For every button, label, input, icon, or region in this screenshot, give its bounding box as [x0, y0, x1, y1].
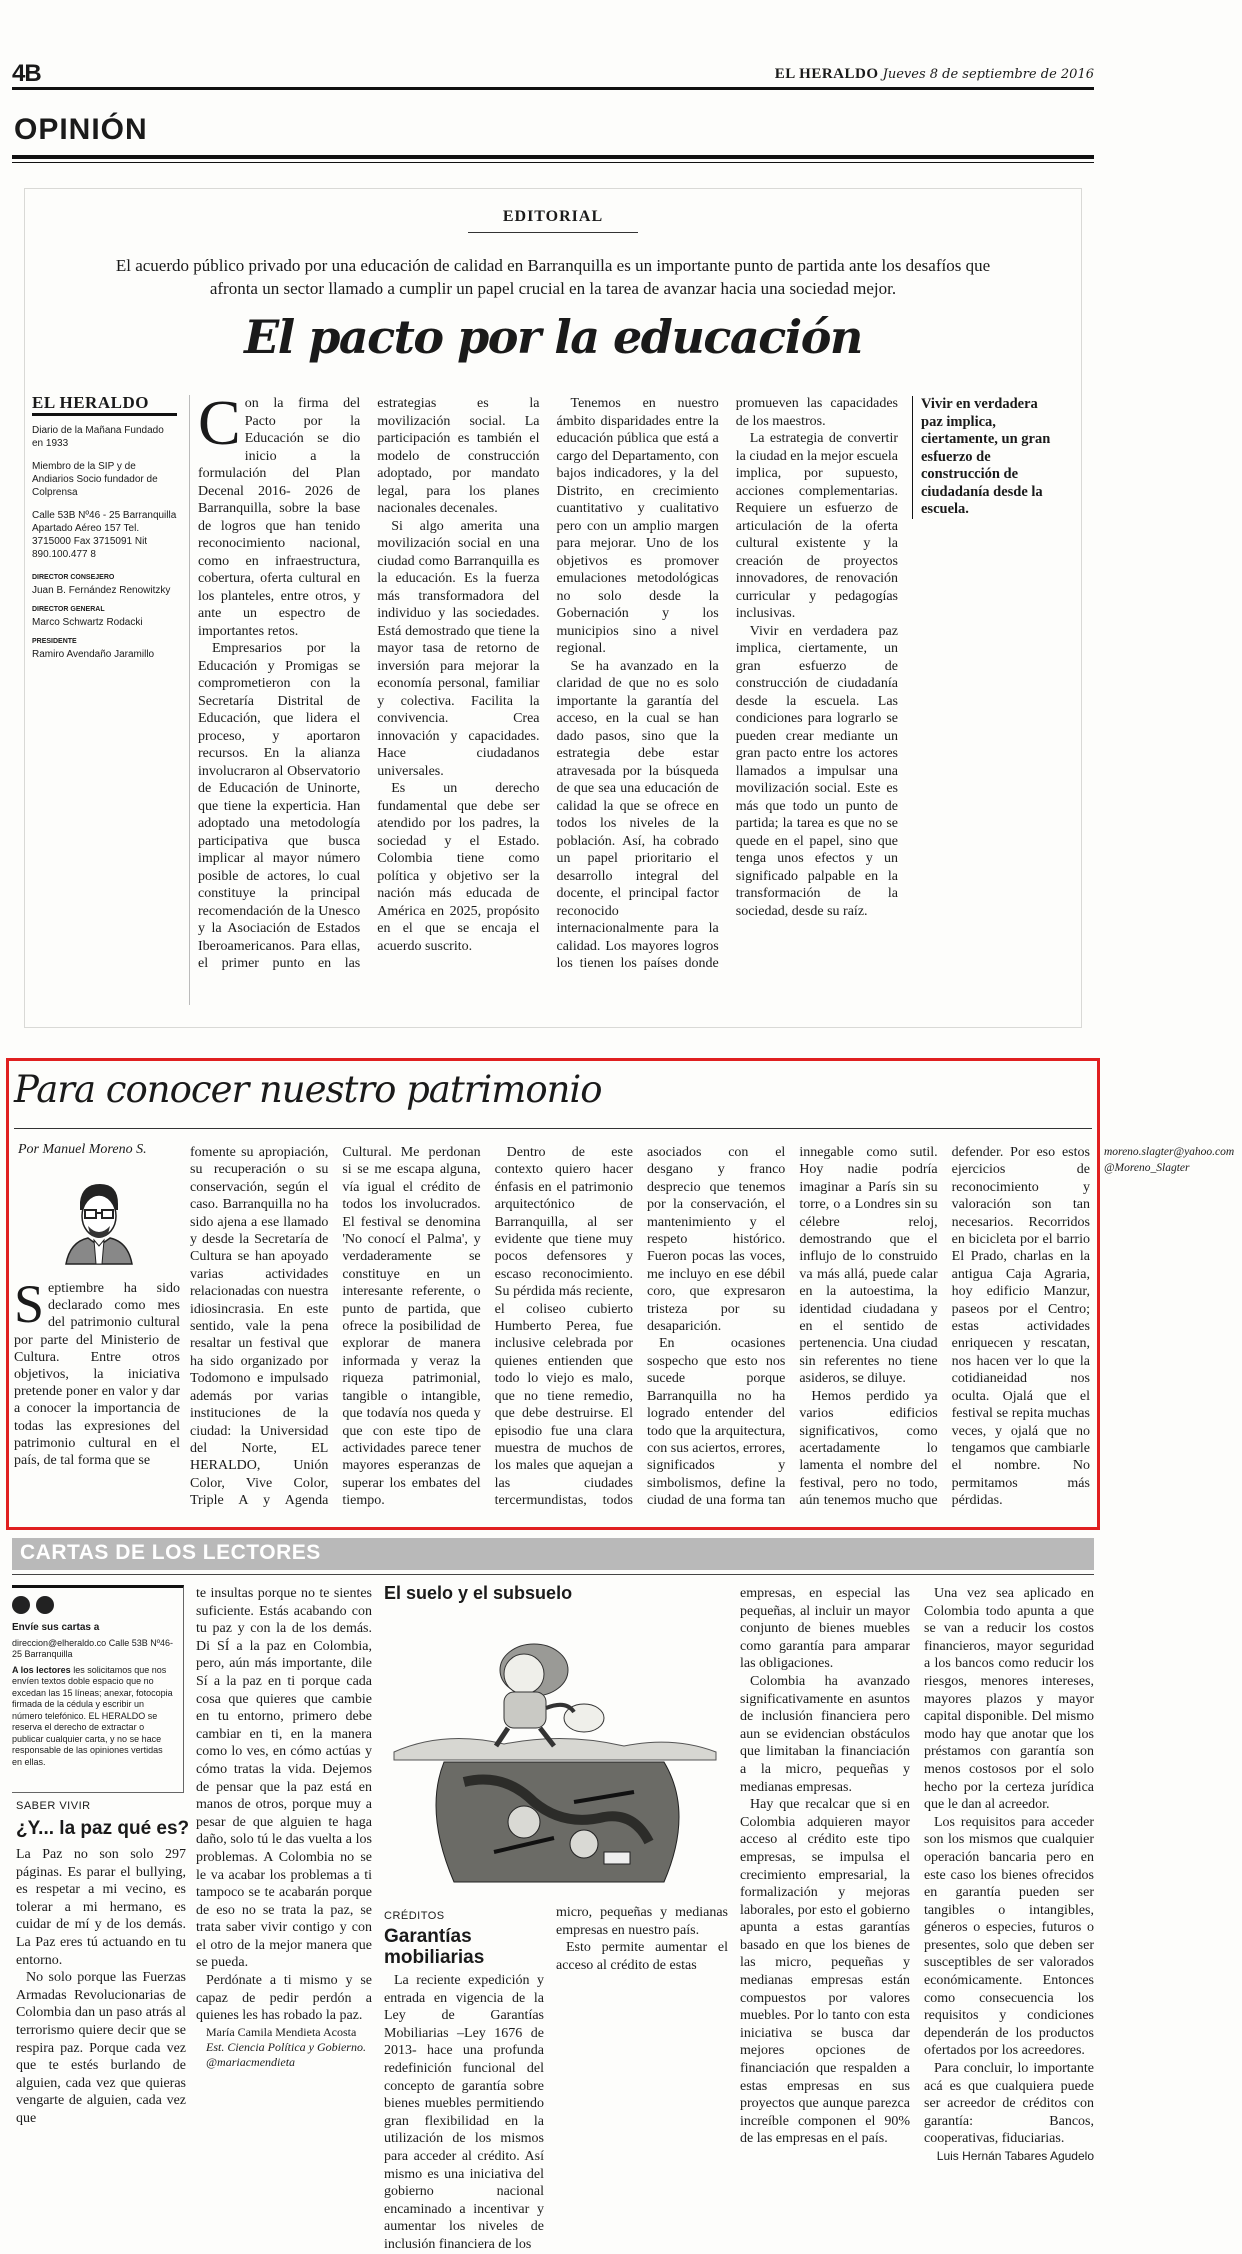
column-paragraph: En ocasiones sospecho que esto nos sucede porque Barranquilla no ha logrado entender del todo que la arquitectura, con sus aciertos, errores, significados y simbolismos, define la ciudad de una forma tan innegable como sutil. Hoy nadie podría imaginar a París sin su torre, o a Londres sin su célebre reloj, demostrando que el influjo de lo construido va más allá, puede calar en la autoestima, la identidad ciudadana y en el sentido de pertenencia. Una ciudad sin referentes no tiene asideros, se diluye. [646, 1145, 938, 1509]
send-note-bold: A los lectores [12, 1664, 71, 1675]
pull-quote: Vivir en verdadera paz implica, ciertamente, un gran esfuerzo de construcción de ciudadanía desde la escuela. [912, 396, 1052, 519]
letter-headline: Garantías mobiliarias [384, 1926, 485, 1968]
letter-signature: Luis Hernán Tabares Agudelo [936, 2149, 1094, 2163]
cartoon-illustration [384, 1612, 726, 1902]
staff-role: DIRECTOR GENERAL [32, 606, 105, 613]
column-paragraph: Hemos perdido ya varios edificios significativos, como acertadamente lo lamenta el nombre del festival, pero no todo, aún tenemos mucho que defender. Por eso estos ejercicios de reconocimiento y valoración son tan necesarios. Recorridos en bicicleta por el barrio El Prado, charlas en la antigua Caja Agraria, hoy edificio Manzur, paseos por el Centro; estas actividades enriquecen y rescatan, nos hacen ver lo que la cotidianeidad nos oculta. Ojalá que el festival se repita muchas veces, y ojalá que no tengamos que cambiarle el nombre. No permitamos más pérdidas. [799, 1145, 1090, 1509]
publisher-address: Calle 53B Nº46 - 25 Barranquilla Apartado Aéreo 157 Tel. 3715000 Fax 3715091 Nit 890.100.477 8 [32, 510, 177, 560]
author-email[interactable]: moreno.slagter@yahoo.com [1103, 1146, 1235, 1158]
staff-role: DIRECTOR CONSEJERO [32, 574, 115, 581]
letter-body [384, 1972, 544, 2254]
staff-role: PRESIDENTE [32, 638, 77, 645]
column-headline: Para conocer nuestro patrimonio [14, 1068, 602, 1111]
letter-body [16, 1846, 186, 2128]
section-title: OPINIÓN [14, 113, 148, 146]
headline-rule [14, 1128, 1092, 1129]
editorial-paragraph: Vivir en verdadera paz implica, ciertamente, un gran esfuerzo de construcción de ciudadanía desde la escuela. Las condiciones para lograrlo se pueden crear mediante un gran pacto entre los actores llamados a impulsar una movilización social. Este es más que todo un punto de partida; la tarea es que no se quede en el papel, sino que tenga unos efectos y un significado palpable en la transformación de la sociedad, desde su raíz. [735, 623, 898, 919]
letter-paragraph: micro, pequeñas y medianas empresas en nuestro país. [556, 1905, 728, 1938]
editorial-label: EDITORIAL [0, 208, 1106, 233]
staff-name: Juan B. Fernández Renowitzky [32, 585, 171, 596]
editorial-headline: El pacto por la educación [244, 310, 862, 364]
editorial-paragraph: Tenemos en nuestro ámbito disparidades entre la educación pública que está a cargo del Departamento, con bajos indicadores, y la del Distrito, en crecimiento cuantitativo y cualitativo pero con un amplio margen para mejorar. Uno de los objetivos es promover emulaciones metodológicas no solo desde la Gobernación y los municipios sino a nivel regional. [556, 396, 719, 656]
letter-paragraph: Una vez sea aplicado en Colombia todo apunta a que se van a reducir los costos financieros, mayor seguridad a los bancos como reducir los riesgos, menores intereses, mayores plazos y mayor capital disponible. Del mismo modo hay que anotar que los préstamos con garantía son menos costosos por el solo hecho por la certeza jurídica que le dan al acreedor. [924, 1586, 1094, 1813]
letter-paragraph: Perdónate a ti mismo y se capaz de pedir perdón a quienes les has robado la paz. [196, 1973, 372, 2024]
editorial-paragraph: Con la firma del Pacto por la Educación se dio inicio a la formulación del Plan Decenal 2016- 2026 de Barranquilla, sobre la base de logros que han tenido reconocimiento nacional, como en infraestructura, cobertura, oferta cultural en los planteles, entre otros, y ante un espectro de importantes retos. [198, 387, 361, 639]
editorial-paragraph: Se ha avanzado en la claridad de que no es solo importante la garantía del acceso, en la cual se han dado pasos, sino que la estrategia debe estar atravesada por la búsqueda de que sea una educación de calidad la que se ofrece en todos los niveles de la población. Así, ha cobrado un papel prioritario el desarrollo integral del docente, el principal factor reconocido internacionalmente para la calidad. Los mayores logros los tienen los países donde promueven las capacidades de los maestros. [556, 396, 898, 971]
letter-paragraph: No solo porque las Fuerzas Armadas Revolucionarias de Colombia dan un paso atrás al terrorismo quiere decir que se respira paz. Porque cada vez que te estés burlando de alguien, cada vez que quieras vengarte de alguien, cada vez que [16, 1970, 186, 2126]
staff-name: Ramiro Avendaño Jaramillo [32, 649, 155, 660]
letters-band [12, 1538, 1094, 1570]
editorial-body [198, 387, 898, 1005]
letter-paragraph: te insultas porque no te sientes suficiente. Estás acabando con tu paz y con la de los demás. Di SÍ a la paz en Colombia, pero, aún más importante, dile Sí a la paz en ti porque cada cosa que quieres que cambie en tu entorno, primero debe cambiar en ti, en la manera como lo ves, en cómo actúas y cómo tratas la vida. Dejemos de pensar que la paz está en manos de otros, porque muy a pesar de que alguien te haga daño, solo tú le das vuelta a los problemas. A Colombia no se le va acabar los problemas a ti tampoco se te acabarán porque de eso no se trata la paz, se trata saber vivir contigo y con el otro de la mejor manera que se pueda. [196, 1586, 372, 1971]
letter-kicker: SABER VIVIR [16, 1800, 91, 1812]
masthead-bar [12, 60, 1094, 90]
letter-paragraph: Esto permite aumentar el acceso al crédito de estas [556, 1940, 728, 1973]
editorial-paragraph: Si algo amerita una movilización social en una ciudad como Barranquilla es la educación. Es la fuerza más transformadora del individuo y las sociedades. Está demostrado que tiene la mayor tasa de retorno de inversión para mejorar la economía personal, familiar y colectiva. Facilita la convivencia. Crea innovación y capacidades. Hace ciudadanos universales. [377, 518, 540, 779]
send-contact: direccion@elheraldo.co Calle 53B Nº46-25 Barranquilla [12, 1637, 174, 1659]
column-divider [189, 395, 190, 1005]
letter-paragraph: Para concluir, lo importante acá es que cualquiera puede ser acreedor de créditos con garantía: Bancos, cooperativas, fiduciarias. [924, 2061, 1094, 2147]
page-number: 4B [12, 60, 41, 87]
newspaper-name: EL HERALDO [774, 66, 879, 82]
letters-band-title: CARTAS DE LOS LECTORES [20, 1541, 321, 1564]
publisher-block [32, 393, 177, 665]
author-twitter[interactable]: @Moreno_Slagter [1103, 1162, 1190, 1174]
send-letters-box [12, 1585, 184, 1793]
edition-date: Jueves 8 de septiembre de 2016 [882, 67, 1094, 82]
letter-signature-name: María Camila Mendieta Acosta [206, 2024, 357, 2039]
letter-paragraph: Hay que recalcar que si en Colombia adquieren mayor acceso al crédito este tipo empresas, se impulsa el crecimiento empresarial, la formalización y mejoras laborales, por esto el gobierno apunta a estas garantías basado en que los bienes de las micro, pequeñas y medianas empresas están compuestos por valores muebles. Por lo tanto con esta iniciativa se busca dar mejores opciones de financiación que respalden a estas empresas en sus proyectos que aunque parezca increíble componen el 90% de las empresas en el país. [740, 1797, 910, 2147]
send-note: les solicitamos que nos envíen textos doble espacio que no excedan las 15 líneas; anexar, fotocopia firmada de la cédula y escribir un número telefónico. EL HERALDO se reserva el derecho de extractar o publicar cualquier carta, y no se hace responsable de las opiniones vertidas en ellas. [12, 1664, 173, 1767]
publisher-tagline: Diario de la Mañana Fundado en 1933 [32, 425, 164, 449]
letter-paragraph: La Paz no son solo 297 páginas. Es parar el bullying, es respetar a mi vecino, es tolerar a mi hermano, es cuidar de mí y de los demás. La Paz eres tú actuando en tu entorno. [16, 1847, 186, 1968]
contact-icons [12, 1596, 175, 1614]
staff-name: Marco Schwartz Rodacki [32, 617, 143, 628]
publisher-logo: EL HERALDO [32, 396, 177, 416]
editorial-dek: El acuerdo público privado por una educación de calidad en Barranquilla es un importante punto de partida ante los desafíos que afronta un sector llamado a cumplir un papel crucial en la tarea de avanzar hacia una sociedad mejor. [115, 256, 991, 298]
letter-paragraph: Colombia ha avanzado significativamente en asuntos de inclusión financiera pero aun se evidencian obstáculos que limitaban la financiación a la micro, pequeñas y medianas empresas. [740, 1673, 910, 1795]
column-paragraph: fomente su apropiación, su recuperación o su conservación, según el caso. Barranquilla no ha sido ajena a ese llamado y desde la Secretaría de Cultura se han apoyado varias actividades relacionadas con nuestra idiosincrasia. En este sentido, vale la pena resaltar un festival que ha sido organizado por Todomono e impulsado además por varias instituciones de la ciudad: la Universidad del Norte, EL HERALDO, Unión Color, Vive Color, Triple A y Agenda Cultural. Me perdonan si se me escapa alguna, vía igual el crédito de todos los involucrados. El festival se denomina 'No conocí el Palma', y verdaderamente se constituye en un interesante referente, o punto de partida, que ofrece la posibilidad de explorar de manera informada y veraz la riqueza patrimonial, tangible o intangible, que todavía nos queda y que con este tipo de actividades parece tener mayores esperanzas de superar los embates del tiempo. [190, 1145, 481, 1509]
column-paragraph: Dentro de este contexto quiero hacer énfasis en el patrimonio arquitectónico de Barranquilla, al ser evidente que tiene muy pocos defensores y escaso reconocimiento. Su pérdida más reciente, el coliseo cubierto Humberto Perea, fue inclusive celebrada por quienes entienden que todo lo viejo es malo, que no tiene remedio, que debe destruirse. El episodio fue una clara muestra de muchos de los males que aquejan a las ciudades tercermundistas, todos asociados con el desgano y franco desprecio que tenemos por la conservación, el mantenimiento y el respeto histórico. Fueron pocas las voces, me incluyo en ese débil coro, que expresaron tristeza por su desaparición. [494, 1145, 786, 1509]
cartoon-headline: El suelo y el subsuelo [384, 1583, 573, 1603]
letter-signature-handle: @mariacmendieta [206, 2054, 296, 2069]
editorial-paragraph: Empresarios por la Educación y Promigas se comprometieron con la Secretaría Distrital de Educación, que lidera el proceso, y aportaron recursos. En la alianza involucraron al Observatorio de Educación de Uninorte, que tiene la experticia. Han adoptado una metodología participativa que busca implicar al mayor número posible de actores, lo cual constituye la principal recomendación de la Unesco y la Asociación de Estados Iberoamericanos. Para ellas, el primer punto en las estrategias es la movilización social. La participación es también el modelo de construcción adoptado, por mandato legal, para los planes nacionales decenales. [198, 396, 540, 971]
letter-body-continued [196, 1585, 372, 2070]
letter-kicker: CRÉDITOS [384, 1910, 445, 1922]
letter-headline: ¿Y... la paz qué es? [16, 1818, 190, 1839]
section-rule [12, 155, 1094, 159]
publisher-memberships: Miembro de la SIP y de Andiarios Socio fundador de Colprensa [32, 461, 158, 498]
section-rule-thin [12, 162, 1094, 163]
letter-paragraph: Los requisitos para acceder son los mismos que cualquier operación bancaria pero en este caso los bienes ofrecidos en garantía pueden ser tangibles o intangibles, géneros o especies, futuros o presentes, solo que deben ser susceptibles de ser valorados económicamente. Entonces como consecuencia los requisitos y condiciones dependerán de los productos ofertados por los acreedores. [924, 1814, 1094, 2059]
column-lead: Septiembre ha sido declarado como mes del patrimonio cultural por parte del Ministerio de Cultura. Entre otros objetivos, la iniciativa pretende poner en valor y dar a conocer la importancia de todas las expresiones del patrimonio cultural en el país, de tal forma que se [14, 1274, 180, 1469]
letter-paragraph: empresas, en especial las pequeñas, al incluir un mayor conjunto de bienes muebles como garantía para amparar las obligaciones. [740, 1586, 910, 1672]
column-byline: Por Manuel Moreno S. [18, 1142, 147, 1157]
author-portrait-illustration [52, 1172, 144, 1264]
letter-body-right [740, 1585, 1094, 2177]
letter-body-continued [556, 1904, 728, 1974]
letters-rule [12, 1574, 1094, 1575]
letter-signature-detail: Est. Ciencia Política y Gobierno. [206, 2039, 366, 2054]
masthead-info [775, 66, 1094, 83]
column-body [190, 1144, 1235, 1514]
letter-paragraph: La reciente expedición y entrada en vigencia de la Ley de Garantías Mobiliarias –Ley 1676 de 2013- hace una profunda redefinición funcional del concepto de garantía sobre bienes muebles permitiendo gran flexibilidad en la utilización de los mismos para acceder al crédito. Así mismo es una iniciativa del gobierno nacional encaminado a incentivar y aumentar los niveles de inclusión financiera de los [384, 1973, 544, 2252]
mail-icon [36, 1596, 54, 1614]
editorial-paragraph: La estrategia de convertir la ciudad en la mejor escuela implica, por supuesto, acciones complementarias. Requiere un esfuerzo de articulación de la oferta cultural existente y la creación de proyectos innovadores, de renovación curricular y pedagogías inclusivas. [735, 431, 898, 621]
send-head: Envíe sus cartas a [12, 1622, 100, 1633]
editorial-paragraph: Es un derecho fundamental que debe ser atendido por los padres, la sociedad y el Estado. Colombia tiene como política y objetivo ser la nación más educada de América en 2025, propósito en el que se encaja el acuerdo suscrito. [377, 781, 540, 954]
at-icon [12, 1596, 30, 1614]
